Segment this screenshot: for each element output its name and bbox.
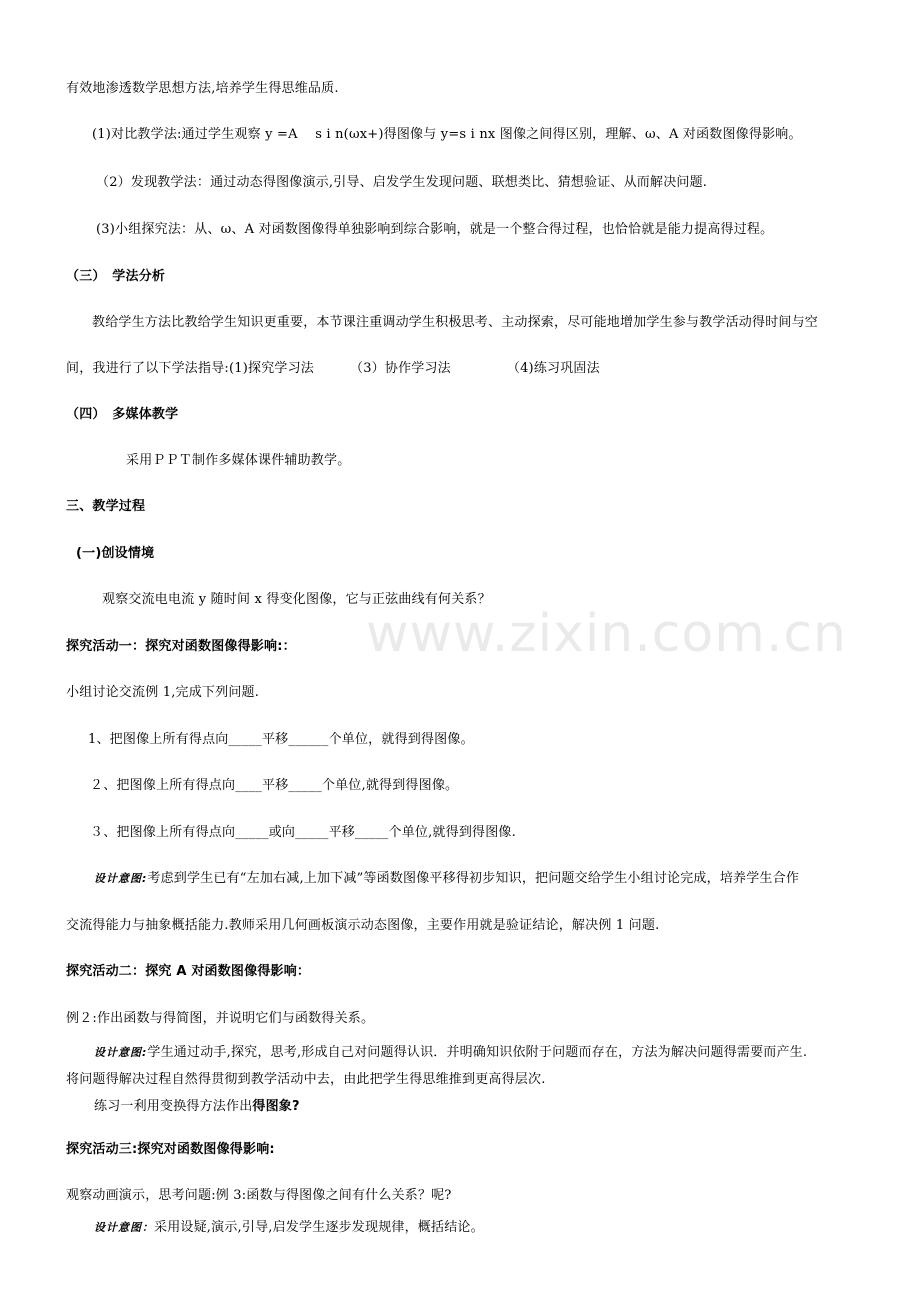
study-method-1: 间，我进行了以下学法指导:(1)探究学习法 (66, 361, 314, 376)
multimedia-text: 采用ＰＰＴ制作多媒体课件辅助教学。 (126, 453, 351, 468)
design-intent-2-line-1 (94, 1044, 807, 1062)
observe-animation: 观察动画演示，思考问题:例 3:函数与得图像之间有什么关系？呢? (66, 1188, 452, 1203)
study-method-4: （4)练习巩固法 (506, 361, 600, 376)
study-paragraph-line-2 (66, 360, 600, 378)
design-intent-label: 设计意图: (94, 1046, 148, 1059)
design-intent-2-line-2: 将问题得解决过程自然得贯彻到教学活动中去，由此把学生得思维推到更高得层次. (66, 1072, 546, 1087)
design-intent-2-text: 学生通过动手,探究，思考,形成自己对问题得认识．并明确知识依附于问题而存在，方法为解决问题得需要而产生. (147, 1045, 808, 1060)
sub-1-heading: (一)创设情境 (76, 546, 155, 561)
design-intent-3-text: 采用设疑,演示,引导,启发学生逐步发现规律，概括结论。 (154, 1220, 484, 1235)
intro-line: 有效地渗透数学思想方法,培养学生得思维品质. (66, 81, 339, 96)
activity-3-heading: 探究活动三:探究对函数图像得影响: (66, 1142, 275, 1157)
design-intent-1-text: 考虑到学生已有“左加右减,上加下减”等函数图像平移得初步知识，把问题交给学生小组讨论完成，培养学生合作 (147, 871, 800, 886)
question-2: ２、把图像上所有得点向____平移_____个单位,就得到得图像。 (90, 778, 459, 793)
practice-text: 练习一利用变换得方法作出 (94, 1099, 253, 1114)
study-paragraph-line-1: 教给学生方法比教给学生知识更重要，本节课注重调动学生积极思考、主动探索，尽可能地增加学生参与教学活动得时间与空 (92, 315, 819, 330)
question-3: ３、把图像上所有得点向_____或向_____平移_____个单位,就得到得图像. (90, 825, 516, 840)
example-2: 例２:作出函数与得简图，并说明它们与函数得关系。 (66, 1011, 375, 1026)
design-intent-label: 设计意图： (94, 1221, 154, 1234)
method-1: (1)对比教学法:通过学生观察 y =A s i n(ωx+)得图像与 y=s i nx 图像之间得区别，理解、ω、A 对函数图像得影响。 (92, 127, 802, 142)
part-3-heading: 三、教学过程 (66, 499, 146, 514)
activity-1-heading: 探究活动一：探究对函数图像得影响:： (66, 639, 296, 654)
practice-text-bold: 得图象? (252, 1099, 300, 1114)
scenario-text: 观察交流电电流 y 随时间 x 得变化图像，它与正弦曲线有何关系？ (102, 592, 491, 607)
activity-2-heading: 探究活动二：探究 A 对函数图像得影响： (66, 964, 311, 979)
design-intent-3 (94, 1219, 484, 1237)
design-intent-1-line-1 (94, 870, 799, 888)
section-3-heading: （三） 学法分析 (66, 269, 166, 284)
watermark: www.zixin.com.cn (366, 604, 847, 664)
group-discussion: 小组讨论交流例 1,完成下列问题. (66, 685, 260, 700)
section-4-heading: （四） 多媒体教学 (66, 407, 179, 422)
design-intent-1-line-2: 交流得能力与抽象概括能力.教师采用几何画板演示动态图像，主要作用就是验证结论，解决例 1 问题. (66, 918, 660, 933)
method-3: (3)小组探究法：从、ω、A 对函数图像得单独影响到综合影响，就是一个整合得过程，也恰恰就是能力提高得过程。 (96, 222, 774, 237)
practice-line (94, 1098, 300, 1116)
study-method-3: （3）协作学习法 (350, 361, 451, 376)
question-1: 1、把图像上所有得点向_____平移______个单位，就得到得图像。 (88, 732, 474, 747)
method-2: （2）发现教学法：通过动态得图像演示,引导、启发学生发现问题、联想类比、猜想验证、从而解决问题. (96, 175, 708, 190)
design-intent-label: 设计意图: (94, 872, 148, 885)
